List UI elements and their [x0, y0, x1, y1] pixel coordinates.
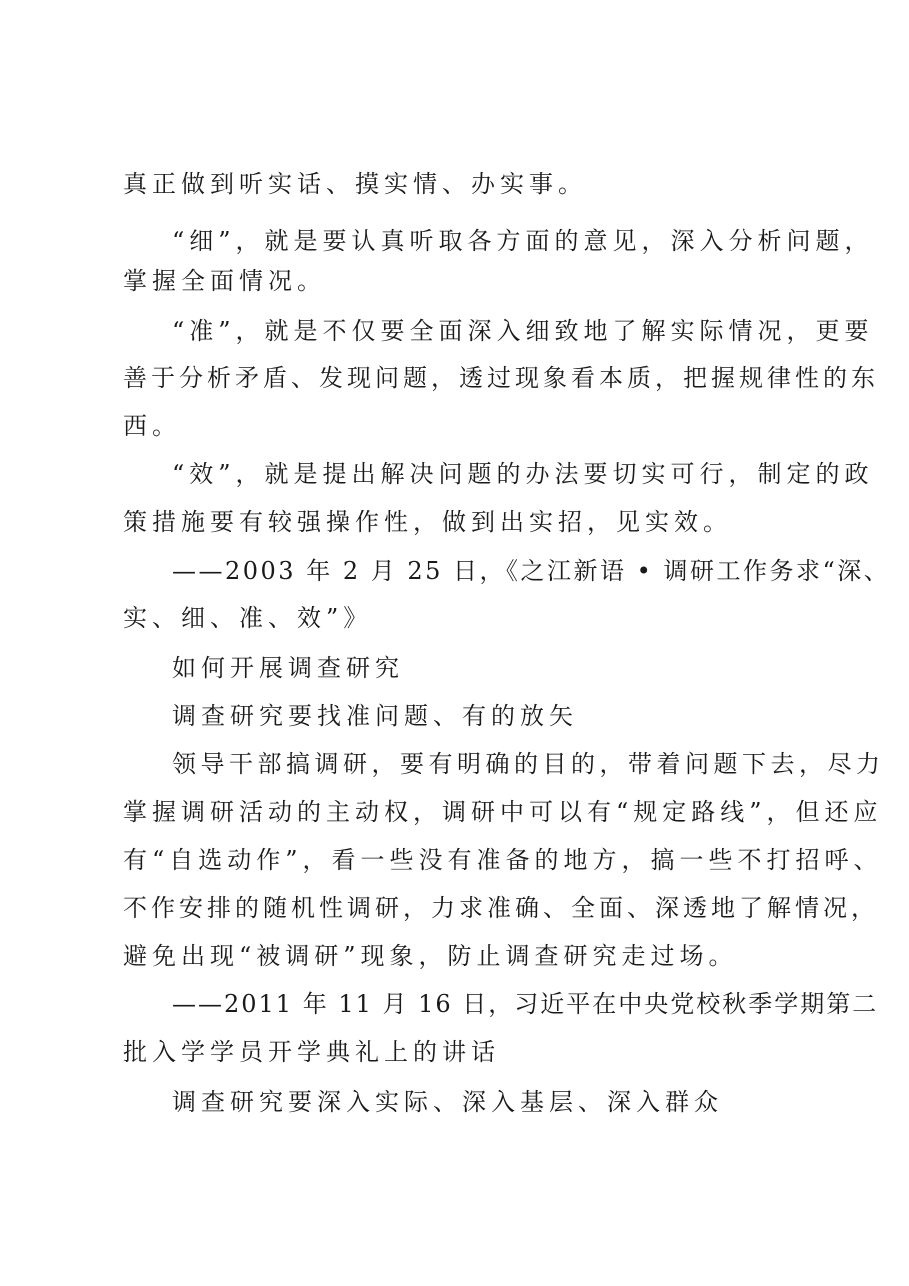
- text-line-16: 不作安排的随机性调研，力求准确、全面、深透地了解情况，: [123, 894, 879, 922]
- text-line-20: 调查研究要深入实际、深入基层、深入群众: [172, 1088, 723, 1116]
- text-line-15: 有“自选动作”，看一些没有准备的地方，搞一些不打招呼、: [123, 846, 883, 874]
- text-line-2: “细”，就是要认真听取各方面的意见，深入分析问题，: [172, 227, 874, 255]
- text-line-6: 西。: [123, 412, 181, 440]
- text-line-12: 调查研究要找准问题、有的放矢: [172, 702, 578, 730]
- text-line-19: 批入学学员开学典礼上的讲话: [123, 1038, 500, 1066]
- text-line-9: ——2003 年 2 月 25 日，《之江新语 • 调研工作务求“深、: [172, 557, 891, 585]
- text-line-7: “效”，就是提出解决问题的办法要切实可行，制定的政: [172, 460, 874, 488]
- text-line-3: 掌握全面情况。: [123, 267, 326, 295]
- text-line-17: 避免出现“被调研”现象，防止调查研究走过场。: [123, 942, 738, 970]
- text-line-8: 策措施要有较强操作性，做到出实招，见实效。: [123, 508, 732, 536]
- text-line-18: ——2011 年 11 月 16 日，习近平在中央党校秋季学期第二: [172, 990, 879, 1018]
- text-line-10: 实、细、准、效”》: [123, 604, 373, 632]
- text-line-13: 领导干部搞调研，要有明确的目的，带着问题下去，尽力: [172, 750, 885, 778]
- text-line-4: “准”，就是不仅要全面深入细致地了解实际情况，更要: [172, 317, 874, 345]
- text-line-11: 如何开展调查研究: [172, 654, 404, 682]
- text-line-14: 掌握调研活动的主动权，调研中可以有“规定路线”，但还应: [123, 798, 883, 826]
- text-line-5: 善于分析矛盾、发现问题，透过现象看本质，把握规律性的东: [123, 364, 879, 392]
- text-line-1: 真正做到听实话、摸实情、办实事。: [123, 170, 587, 198]
